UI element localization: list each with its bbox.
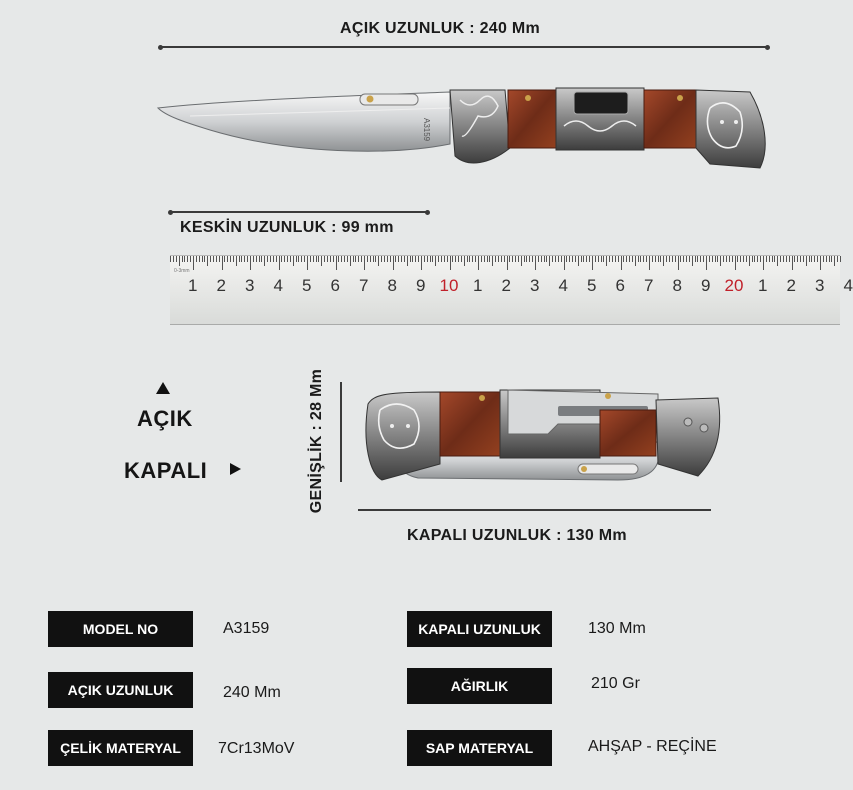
ruler-tick xyxy=(700,256,701,262)
open-up-arrow-icon xyxy=(156,382,170,394)
ruler-tick xyxy=(760,256,761,262)
ruler-tick xyxy=(182,256,183,262)
ruler-tick xyxy=(361,256,362,262)
blade-length-label: KESKİN UZUNLUK : 99 mm xyxy=(180,219,394,236)
ruler-tick xyxy=(786,256,787,262)
ruler-tick xyxy=(430,256,431,262)
spec-label-steel-material: ÇELİK MATERYAL xyxy=(48,730,193,766)
ruler-tick xyxy=(723,256,724,262)
ruler-tick xyxy=(806,256,807,266)
ruler-tick xyxy=(404,256,405,262)
ruler-tick xyxy=(752,256,753,262)
ruler-tick xyxy=(190,256,191,262)
ruler-tick xyxy=(370,256,371,262)
wood-panel-2 xyxy=(644,90,696,148)
ruler-tick xyxy=(823,256,824,262)
ruler-tick xyxy=(740,256,741,262)
ruler-tick xyxy=(227,256,228,262)
ruler-tick xyxy=(310,256,311,262)
ruler-tick xyxy=(555,256,556,262)
spec-value-open-length: 240 Mm xyxy=(223,684,281,701)
ruler-tick xyxy=(253,256,254,262)
ruler-tick xyxy=(344,256,345,262)
ruler-tick xyxy=(777,256,778,266)
ruler-tick xyxy=(726,256,727,262)
spec-label-handle-material: SAP MATERYAL xyxy=(407,730,552,766)
ruler-tick xyxy=(264,256,265,266)
ruler-tick xyxy=(561,256,562,262)
ruler-tick xyxy=(472,256,473,262)
ruler-tick xyxy=(484,256,485,262)
spec-label-weight: AĞIRLIK xyxy=(407,668,552,704)
ruler-tick xyxy=(686,256,687,262)
ruler-tick xyxy=(427,256,428,262)
ruler-number: 7 xyxy=(644,276,654,295)
ruler-small-text: 0-3mm xyxy=(174,268,190,274)
ruler-tick xyxy=(757,256,758,262)
spec-label-model-no: MODEL NO xyxy=(48,611,193,647)
ruler-tick xyxy=(458,256,459,262)
ruler-tick xyxy=(176,256,177,262)
ruler-tick xyxy=(347,256,348,262)
ruler-tick xyxy=(649,256,650,270)
ruler-number: 4 xyxy=(843,276,853,295)
ruler-tick xyxy=(840,256,841,262)
ruler-tick xyxy=(313,256,314,262)
ruler-tick xyxy=(259,256,260,262)
ruler-tick xyxy=(538,256,539,262)
ruler-tick xyxy=(304,256,305,262)
ruler-tick xyxy=(390,256,391,262)
ruler-tick xyxy=(789,256,790,262)
ruler-tick xyxy=(236,256,237,266)
ruler-tick xyxy=(230,256,231,262)
ruler-tick xyxy=(509,256,510,262)
spec-value-handle-material: AHŞAP - REÇİNE xyxy=(588,738,717,755)
ruler-number: 10 xyxy=(439,276,459,295)
ruler-number: 1 xyxy=(758,276,768,295)
blade-length-left-dot xyxy=(168,210,173,215)
ruler-tick xyxy=(487,256,488,262)
ruler-tick xyxy=(301,256,302,262)
ruler-tick xyxy=(381,256,382,262)
spec-label-closed-length: KAPALI UZUNLUK xyxy=(407,611,552,647)
ruler-tick xyxy=(498,256,499,262)
ruler-tick xyxy=(276,256,277,262)
open-length-line xyxy=(160,46,768,48)
ruler-tick xyxy=(478,256,479,270)
ruler-number: 9 xyxy=(416,276,426,295)
ruler-tick xyxy=(281,256,282,262)
ruler-tick xyxy=(173,256,174,262)
ruler-tick xyxy=(811,256,812,262)
ruler-tick xyxy=(452,256,453,262)
ruler-tick xyxy=(244,256,245,262)
ruler-tick xyxy=(415,256,416,262)
ruler-tick xyxy=(660,256,661,262)
ruler-tick xyxy=(233,256,234,262)
ruler-tick xyxy=(250,256,251,270)
ruler-tick xyxy=(743,256,744,262)
ruler-tick xyxy=(569,256,570,262)
ruler-number: 2 xyxy=(501,276,511,295)
ruler-number: 5 xyxy=(587,276,597,295)
ruler-tick xyxy=(384,256,385,262)
ruler-tick xyxy=(800,256,801,262)
ruler-tick xyxy=(535,256,536,270)
closed-length-label: KAPALI UZUNLUK : 130 Mm xyxy=(407,527,627,544)
ruler-tick xyxy=(375,256,376,262)
ruler-tick xyxy=(829,256,830,262)
ruler-tick xyxy=(202,256,203,262)
ruler-tick xyxy=(321,256,322,266)
ruler-number: 4 xyxy=(273,276,283,295)
ruler-tick xyxy=(618,256,619,262)
ruler-tick xyxy=(358,256,359,262)
ruler-tick xyxy=(350,256,351,266)
ruler-tick xyxy=(432,256,433,262)
ruler-tick xyxy=(284,256,285,262)
ruler-tick xyxy=(794,256,795,262)
ruler-tick xyxy=(826,256,827,262)
closed-end-bolster xyxy=(656,398,720,476)
ruler-number: 2 xyxy=(216,276,226,295)
ruler-number: 20 xyxy=(724,276,744,295)
ruler-tick xyxy=(601,256,602,262)
ruler-tick xyxy=(586,256,587,262)
ruler-number: 3 xyxy=(245,276,255,295)
ruler-tick xyxy=(461,256,462,262)
ruler-tick xyxy=(766,256,767,262)
open-knife-image xyxy=(150,78,775,178)
ruler-tick xyxy=(287,256,288,262)
ruler-tick xyxy=(749,256,750,266)
ruler-tick xyxy=(735,256,736,270)
ruler-tick xyxy=(179,256,180,266)
ruler-tick xyxy=(820,256,821,270)
ruler-tick xyxy=(199,256,200,262)
ruler-tick xyxy=(831,256,832,262)
width-label: GENİŞLİK : 28 Mm xyxy=(308,368,325,514)
ruler-tick xyxy=(558,256,559,262)
ruler-tick xyxy=(469,256,470,262)
ruler-tick xyxy=(187,256,188,262)
ruler-tick xyxy=(507,256,508,270)
ruler-tick xyxy=(603,256,604,262)
ruler-tick xyxy=(541,256,542,262)
ruler-number: 9 xyxy=(701,276,711,295)
ruler-tick xyxy=(193,256,194,270)
ruler-tick xyxy=(184,256,185,262)
ruler-number: 6 xyxy=(615,276,625,295)
ruler-tick xyxy=(196,256,197,262)
ruler-tick xyxy=(689,256,690,262)
ruler-tick xyxy=(410,256,411,262)
ruler-tick xyxy=(355,256,356,262)
ruler-tick xyxy=(247,256,248,262)
ruler-tick xyxy=(552,256,553,262)
ruler-tick xyxy=(680,256,681,262)
ruler-tick xyxy=(333,256,334,262)
width-line xyxy=(340,382,342,482)
ruler-tick xyxy=(581,256,582,262)
ruler-tick xyxy=(655,256,656,262)
blade-length-right-dot xyxy=(425,210,430,215)
ruler-tick xyxy=(814,256,815,262)
ruler-tick xyxy=(595,256,596,262)
ruler-number: 6 xyxy=(330,276,340,295)
ruler-tick xyxy=(239,256,240,262)
ruler-number: 1 xyxy=(188,276,198,295)
ruler-tick xyxy=(170,256,171,262)
ruler-tick xyxy=(216,256,217,262)
ruler-tick xyxy=(418,256,419,262)
ruler-tick xyxy=(629,256,630,262)
ruler-tick xyxy=(353,256,354,262)
ruler-number: 2 xyxy=(786,276,796,295)
ruler-tick xyxy=(338,256,339,262)
ruler-tick xyxy=(524,256,525,262)
spec-label-open-length: AÇIK UZUNLUK xyxy=(48,672,193,708)
ruler-tick xyxy=(695,256,696,262)
closed-length-line xyxy=(358,509,711,511)
ruler-tick xyxy=(544,256,545,262)
ruler-tick xyxy=(412,256,413,262)
ruler-tick xyxy=(720,256,721,266)
ruler-tick xyxy=(512,256,513,262)
ruler-tick xyxy=(395,256,396,262)
ruler-tick xyxy=(640,256,641,262)
ruler-tick xyxy=(564,256,565,270)
open-length-label: AÇIK UZUNLUK : 240 Mm xyxy=(340,20,541,37)
ruler-tick xyxy=(772,256,773,262)
ruler-tick xyxy=(737,256,738,262)
ruler-tick xyxy=(683,256,684,262)
ruler xyxy=(170,255,853,325)
ruler-tick xyxy=(643,256,644,262)
ruler-tick xyxy=(438,256,439,262)
ruler-tick xyxy=(324,256,325,262)
ruler-tick xyxy=(623,256,624,262)
ruler-tick xyxy=(279,256,280,270)
ruler-tick xyxy=(572,256,573,262)
ruler-tick xyxy=(373,256,374,262)
ruler-tick xyxy=(652,256,653,262)
closed-knife-image xyxy=(358,384,728,484)
ruler-tick xyxy=(615,256,616,262)
ruler-tick xyxy=(703,256,704,262)
ruler-tick xyxy=(817,256,818,262)
ruler-tick xyxy=(578,256,579,266)
ruler-number: 3 xyxy=(815,276,825,295)
closed-wood-panel-1 xyxy=(440,392,500,456)
ruler-tick xyxy=(589,256,590,262)
ruler-tick xyxy=(837,256,838,262)
state-closed-label: KAPALI xyxy=(124,458,208,483)
ruler-tick xyxy=(712,256,713,262)
ruler-tick xyxy=(526,256,527,262)
ruler-tick xyxy=(626,256,627,262)
ruler-tick xyxy=(204,256,205,262)
ruler-tick xyxy=(455,256,456,262)
blade-length-line xyxy=(170,211,428,213)
ruler-number: 8 xyxy=(387,276,397,295)
ruler-tick xyxy=(270,256,271,262)
ruler-tick xyxy=(592,256,593,270)
ruler-tick xyxy=(732,256,733,262)
ruler-tick xyxy=(387,256,388,262)
ruler-number: 3 xyxy=(530,276,540,295)
ruler-number: 7 xyxy=(359,276,369,295)
end-bolster xyxy=(696,90,765,168)
ruler-tick xyxy=(709,256,710,262)
ruler-tick xyxy=(521,256,522,266)
ruler-number: 1 xyxy=(473,276,483,295)
ruler-tick xyxy=(467,256,468,262)
ruler-tick xyxy=(213,256,214,262)
ruler-tick xyxy=(501,256,502,262)
ruler-tick xyxy=(780,256,781,262)
ruler-tick xyxy=(797,256,798,262)
ruler-tick xyxy=(834,256,835,266)
ruler-tick xyxy=(393,256,394,270)
open-length-right-dot xyxy=(765,45,770,50)
spec-value-closed-length: 130 Mm xyxy=(588,620,646,637)
ruler-tick xyxy=(763,256,764,270)
ruler-tick xyxy=(421,256,422,270)
ruler-tick xyxy=(669,256,670,262)
ruler-tick xyxy=(475,256,476,262)
spec-value-model-no: A3159 xyxy=(223,620,270,637)
ruler-tick xyxy=(450,256,451,270)
ruler-tick xyxy=(729,256,730,262)
state-open-label: AÇIK xyxy=(137,406,193,431)
ruler-tick xyxy=(489,256,490,262)
ruler-tick xyxy=(549,256,550,266)
ruler-tick xyxy=(401,256,402,262)
ruler-tick xyxy=(241,256,242,262)
closed-wood-panel-2 xyxy=(600,410,656,456)
ruler-tick xyxy=(809,256,810,262)
ruler-tick xyxy=(273,256,274,262)
ruler-tick xyxy=(441,256,442,262)
ruler-tick xyxy=(774,256,775,262)
ruler-tick xyxy=(481,256,482,262)
ruler-tick xyxy=(609,256,610,262)
ruler-tick xyxy=(612,256,613,262)
ruler-tick xyxy=(583,256,584,262)
ruler-tick xyxy=(224,256,225,262)
ruler-tick xyxy=(632,256,633,262)
ruler-tick xyxy=(293,256,294,266)
ruler-tick xyxy=(444,256,445,262)
ruler-tick xyxy=(792,256,793,270)
ruler-tick xyxy=(529,256,530,262)
ruler-tick xyxy=(364,256,365,270)
ruler-tick xyxy=(378,256,379,266)
wood-panel-1 xyxy=(508,90,556,148)
ruler-tick xyxy=(447,256,448,262)
ruler-tick xyxy=(666,256,667,262)
ruler-tick xyxy=(424,256,425,262)
ruler-tick xyxy=(261,256,262,262)
ruler-tick xyxy=(515,256,516,262)
ruler-tick xyxy=(207,256,208,266)
ruler-tick xyxy=(256,256,257,262)
ruler-tick xyxy=(746,256,747,262)
ruler-tick xyxy=(575,256,576,262)
ruler-tick xyxy=(706,256,707,270)
ruler-tick xyxy=(532,256,533,262)
ruler-tick xyxy=(398,256,399,262)
ruler-tick xyxy=(692,256,693,266)
ruler-tick xyxy=(769,256,770,262)
ruler-tick xyxy=(675,256,676,262)
spec-value-weight: 210 Gr xyxy=(591,675,640,692)
ruler-tick xyxy=(672,256,673,262)
ruler-tick xyxy=(783,256,784,262)
ruler-tick xyxy=(290,256,291,262)
ruler-tick xyxy=(546,256,547,262)
ruler-tick xyxy=(327,256,328,262)
ruler-tick xyxy=(367,256,368,262)
ruler-number: 4 xyxy=(558,276,568,295)
ruler-tick xyxy=(341,256,342,262)
ruler-number: 5 xyxy=(302,276,312,295)
ruler-tick xyxy=(267,256,268,262)
ruler-tick xyxy=(646,256,647,262)
open-length-left-dot xyxy=(158,45,163,50)
ruler-tick xyxy=(638,256,639,262)
ruler-tick xyxy=(678,256,679,270)
ruler-tick xyxy=(717,256,718,262)
ruler-tick xyxy=(621,256,622,270)
closed-right-arrow-icon xyxy=(230,463,241,475)
ruler-tick xyxy=(606,256,607,266)
ruler-tick xyxy=(518,256,519,262)
ruler-tick xyxy=(495,256,496,262)
ruler-tick xyxy=(663,256,664,266)
ruler-tick xyxy=(754,256,755,262)
ruler-tick xyxy=(318,256,319,262)
ruler-tick xyxy=(336,256,337,270)
ruler-tick xyxy=(635,256,636,266)
ruler-tick xyxy=(504,256,505,262)
ruler-tick xyxy=(296,256,297,262)
ruler-tick xyxy=(407,256,408,266)
ruler-tick xyxy=(697,256,698,262)
ruler-tick xyxy=(219,256,220,262)
ruler-tick xyxy=(330,256,331,262)
ruler-tick xyxy=(658,256,659,262)
ruler-tick xyxy=(464,256,465,266)
ruler-tick xyxy=(803,256,804,262)
blade-engraving: A3159 xyxy=(422,118,431,142)
spec-value-steel-material: 7Cr13MoV xyxy=(218,740,295,757)
ruler-tick xyxy=(210,256,211,262)
ruler-tick xyxy=(222,256,223,270)
ruler-tick xyxy=(566,256,567,262)
ruler-tick xyxy=(598,256,599,262)
ruler-tick xyxy=(316,256,317,262)
ruler-number: 8 xyxy=(672,276,682,295)
ruler-tick xyxy=(715,256,716,262)
ruler-tick xyxy=(307,256,308,270)
ruler-tick xyxy=(435,256,436,266)
ruler-tick xyxy=(492,256,493,266)
ruler-tick xyxy=(298,256,299,262)
